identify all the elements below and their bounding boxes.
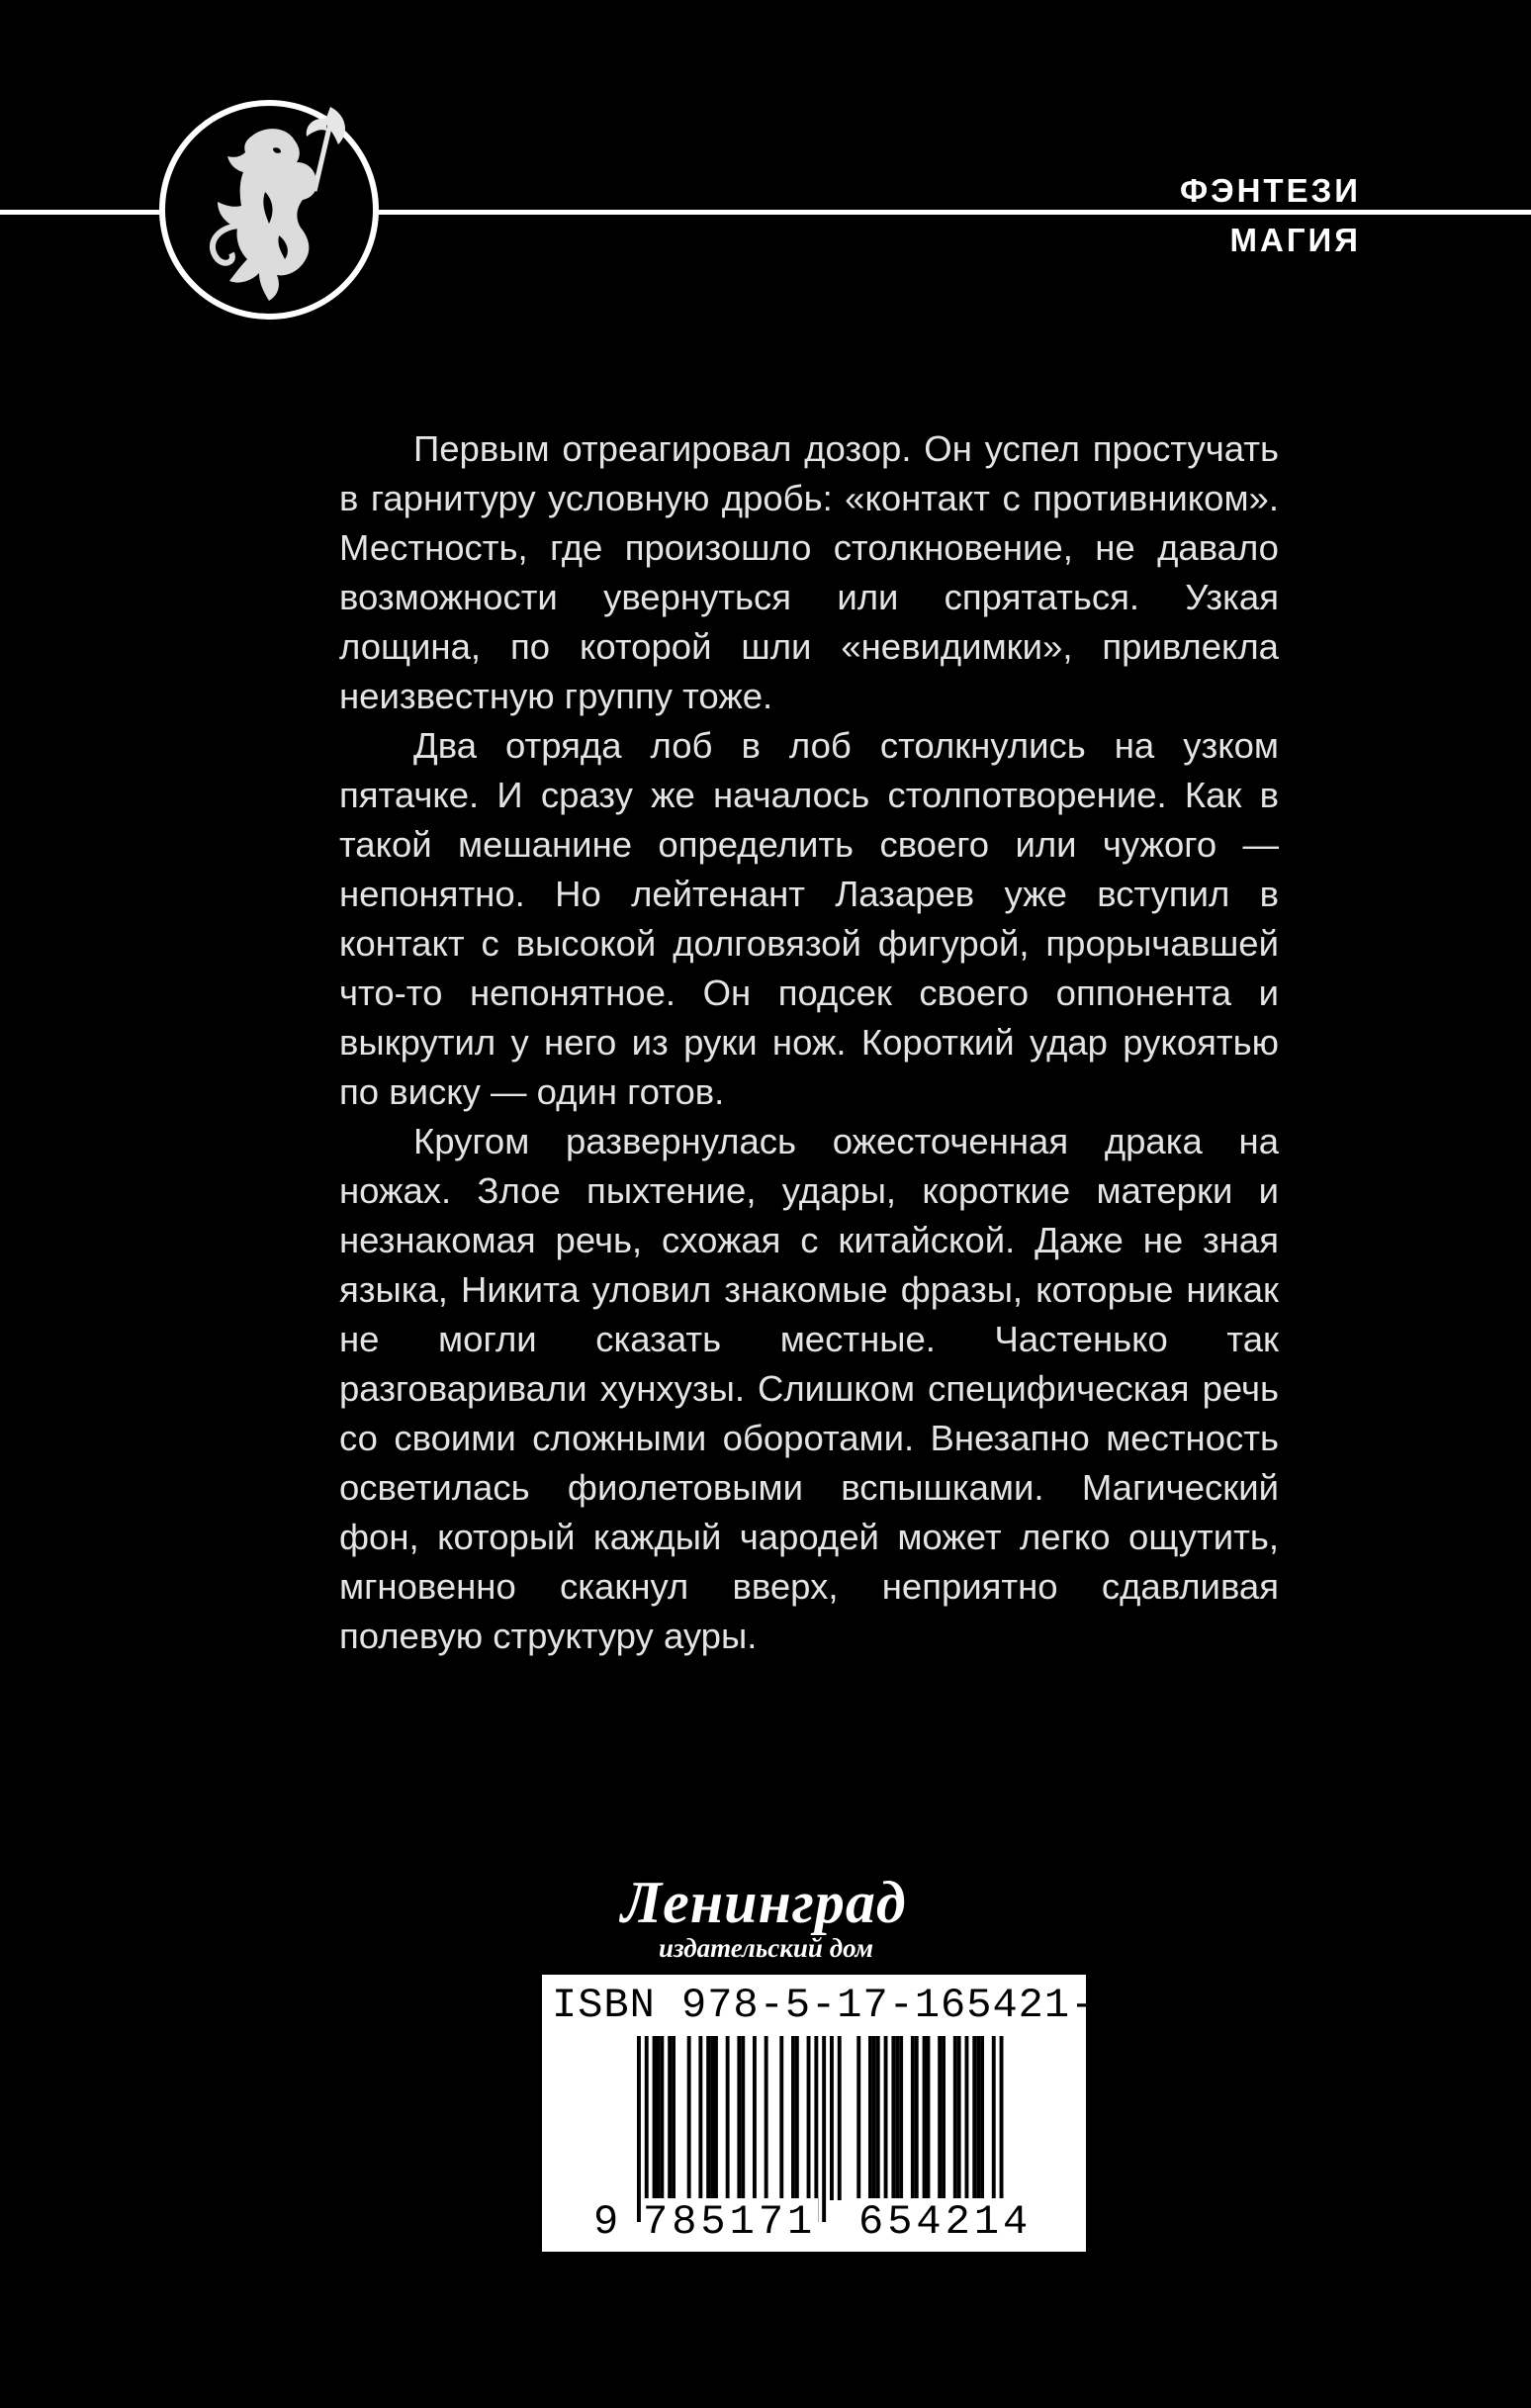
genre-labels [1180, 166, 1361, 265]
rampant-lion-icon [156, 97, 382, 323]
barcode-bar [992, 2036, 996, 2222]
barcode-bar [927, 2036, 931, 2200]
barcode-bar [814, 2036, 818, 2222]
publisher-logo [621, 1868, 977, 1977]
barcode-bar [938, 2036, 942, 2200]
barcode-bar [965, 2036, 969, 2200]
barcode-bar [884, 2036, 888, 2200]
genre-magic: МАГИЯ [1229, 222, 1361, 258]
barcode-bar [714, 2036, 718, 2200]
publisher-name: Ленинград [621, 1870, 907, 1935]
barcode-bar [953, 2036, 957, 2200]
barcode-bar [765, 2036, 768, 2200]
barcode-bar [895, 2036, 899, 2200]
barcode-bar [737, 2036, 741, 2200]
barcode-bar [779, 2036, 783, 2200]
barcode-bar [872, 2036, 876, 2200]
isbn-label: ISBN 978-5-17-165421-4 [552, 1982, 1123, 2029]
barcode-bar [976, 2036, 980, 2200]
barcode-bar [980, 2036, 984, 2200]
blurb-paragraph: Первым отреагировал дозор. Он успел простучать в гарнитуру условную дробь: «контакт с противником». Местность, где произошло столкновение, не давало возможности увернуться или спрятаться. Узкая лощина, по которой шли «невидимки», привлекла неизвестную группу тоже. [339, 428, 1279, 716]
barcode-bar [672, 2036, 675, 2200]
barcode-bar [1000, 2036, 1004, 2222]
barcode-bar [807, 2036, 811, 2200]
barcode-bar [868, 2036, 872, 2200]
barcode-bar [876, 2036, 880, 2200]
barcode-bar [710, 2036, 714, 2200]
barcode-bars [542, 2032, 1086, 2226]
barcode-bar [891, 2036, 895, 2200]
barcode-bar [923, 2036, 927, 2200]
barcode-bar [653, 2036, 657, 2200]
barcode-bar [822, 2036, 826, 2222]
barcode-bar [838, 2036, 842, 2200]
barcode-bar [915, 2036, 919, 2200]
barcode-bar [830, 2036, 834, 2200]
barcode-bar [899, 2036, 903, 2200]
barcode-bar [645, 2036, 649, 2222]
barcode-bar [637, 2036, 641, 2222]
barcode-bar [660, 2036, 664, 2200]
blurb-text [339, 424, 1279, 1661]
barcode-bar [972, 2036, 976, 2200]
barcode-bar [668, 2036, 672, 2200]
genre-fantasy: ФЭНТЕЗИ [1179, 172, 1361, 209]
ean-right-group: 654214 [858, 2198, 1033, 2246]
barcode-bar [795, 2036, 799, 2200]
blurb-paragraph: Два отряда лоб в лоб столкнулись на узком пятачке. И сразу же началось столпотворение. Как в такой мешанине определить своего или чужого — непонятно. Но лейтенант Лазарев уже вступил в контакт с высокой долговязой фигурой, прорычавшей что-то непонятное. Он подсек своего оппонента и выкрутил у него из руки нож. Короткий удар рукоятью по виску — один готов. [339, 725, 1279, 1112]
barcode-bar [791, 2036, 795, 2200]
barcode-bar [911, 2036, 915, 2200]
barcode-bar [706, 2036, 710, 2200]
ean-left-group: 785171 [643, 2198, 817, 2246]
ean-first-digit: 9 [593, 2198, 619, 2246]
barcode-bar [687, 2036, 691, 2200]
barcode-bar [726, 2036, 730, 2200]
ean-digits [542, 2198, 1086, 2248]
barcode-bar [698, 2036, 702, 2200]
barcode-bar [741, 2036, 745, 2200]
barcode-bar [942, 2036, 946, 2200]
isbn-barcode [542, 1975, 1123, 2252]
barcode-bar [856, 2036, 860, 2200]
publisher-subtitle: издательский дом [659, 1933, 874, 1963]
barcode-bar [753, 2036, 757, 2200]
barcode-bar [957, 2036, 961, 2200]
barcode-bar [657, 2036, 661, 2200]
blurb-paragraph: Кругом развернулась ожесточенная драка на ножах. Злое пыхтение, удары, короткие матерки и незнакомая речь, схожая с китайской. Даже не зная языка, Никита уловил знакомые фразы, которые никак не могли сказать местные. Частенько так разговаривали хунхузы. Слишком специфическая речь со своими сложными оборотами. Внезапно местность осветилась фиолетовыми вспышками. Магический фон, который каждый чародей может легко ощутить, мгновенно скакнул вверх, неприятно сдавливая полевую структуру ауры. [339, 1121, 1279, 1656]
